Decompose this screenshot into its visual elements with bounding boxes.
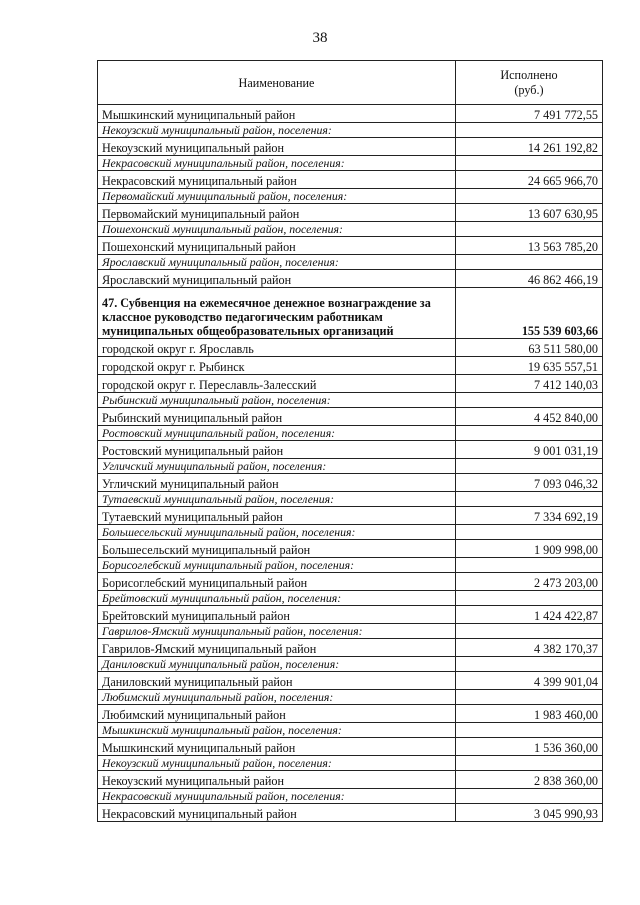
row-name: Некоузский муниципальный район, поселения: <box>98 123 456 138</box>
row-value: 63 511 580,00 <box>456 339 603 357</box>
row-name: Тутаевский муниципальный район, поселения: <box>98 492 456 507</box>
row-value <box>456 591 603 606</box>
header-value-line2: (руб.) <box>514 82 544 97</box>
row-name: Пошехонский муниципальный район <box>98 237 456 255</box>
row-name: Первомайский муниципальный район, поселения: <box>98 189 456 204</box>
row-value <box>456 690 603 705</box>
table-row <box>98 138 603 156</box>
row-name: 47. Субвенция на ежемесячное денежное вознаграждение за классное руководство педагогическим работникам муниципальных общеобразовательных организаций <box>98 288 456 339</box>
header-value-line1: Исполнено <box>500 67 558 82</box>
group-heading-row <box>98 624 603 639</box>
row-value: 1 424 422,87 <box>456 606 603 624</box>
row-name: городской округ г. Рыбинск <box>98 357 456 375</box>
table-row <box>98 441 603 459</box>
table-row <box>98 804 603 822</box>
group-heading-row <box>98 123 603 138</box>
section-total-row <box>98 288 603 339</box>
group-heading-row <box>98 723 603 738</box>
row-name: Некрасовский муниципальный район <box>98 171 456 189</box>
row-name: Гаврилов-Ямский муниципальный район, поселения: <box>98 624 456 639</box>
table-row <box>98 771 603 789</box>
row-value: 14 261 192,82 <box>456 138 603 156</box>
row-name: Некоузский муниципальный район <box>98 138 456 156</box>
table-row <box>98 171 603 189</box>
row-value <box>456 723 603 738</box>
group-heading-row <box>98 189 603 204</box>
row-name: Некрасовский муниципальный район, поселения: <box>98 789 456 804</box>
row-name: Рыбинский муниципальный район, поселения: <box>98 393 456 408</box>
row-name: Тутаевский муниципальный район <box>98 507 456 525</box>
header-value <box>456 61 603 105</box>
table-row <box>98 357 603 375</box>
row-value <box>456 459 603 474</box>
row-value: 7 412 140,03 <box>456 375 603 393</box>
row-value <box>456 189 603 204</box>
row-value: 7 093 046,32 <box>456 474 603 492</box>
row-name: Рыбинский муниципальный район <box>98 408 456 426</box>
row-name: Некоузский муниципальный район <box>98 771 456 789</box>
group-heading-row <box>98 156 603 171</box>
row-name: Ростовский муниципальный район <box>98 441 456 459</box>
row-value: 9 001 031,19 <box>456 441 603 459</box>
row-name: Любимский муниципальный район <box>98 705 456 723</box>
table-row <box>98 105 603 123</box>
row-value: 19 635 557,51 <box>456 357 603 375</box>
group-heading-row <box>98 525 603 540</box>
row-name: Брейтовский муниципальный район <box>98 606 456 624</box>
row-value <box>456 657 603 672</box>
group-heading-row <box>98 426 603 441</box>
table-row <box>98 738 603 756</box>
row-name: Брейтовский муниципальный район, поселения: <box>98 591 456 606</box>
row-value: 24 665 966,70 <box>456 171 603 189</box>
row-name: Борисоглебский муниципальный район, поселения: <box>98 558 456 573</box>
row-value: 46 862 466,19 <box>456 270 603 288</box>
row-name: Некрасовский муниципальный район, поселения: <box>98 156 456 171</box>
page-number: 38 <box>312 30 328 46</box>
row-value: 4 452 840,00 <box>456 408 603 426</box>
row-value: 13 607 630,95 <box>456 204 603 222</box>
table-row <box>98 204 603 222</box>
row-name: Ярославский муниципальный район <box>98 270 456 288</box>
row-value <box>456 222 603 237</box>
row-value <box>456 393 603 408</box>
row-value: 1 983 460,00 <box>456 705 603 723</box>
table-row <box>98 606 603 624</box>
table-row <box>98 375 603 393</box>
group-heading-row <box>98 255 603 270</box>
row-name: Большесельский муниципальный район <box>98 540 456 558</box>
row-name: Ростовский муниципальный район, поселения: <box>98 426 456 441</box>
table-row <box>98 672 603 690</box>
row-value <box>456 624 603 639</box>
group-heading-row <box>98 393 603 408</box>
table-row <box>98 705 603 723</box>
row-name: городской округ г. Ярославль <box>98 339 456 357</box>
row-name: Угличский муниципальный район, поселения: <box>98 459 456 474</box>
row-name: Некоузский муниципальный район, поселения: <box>98 756 456 771</box>
row-name: Первомайский муниципальный район <box>98 204 456 222</box>
row-name: Некрасовский муниципальный район <box>98 804 456 822</box>
row-name: Пошехонский муниципальный район, поселения: <box>98 222 456 237</box>
table-row <box>98 540 603 558</box>
group-heading-row <box>98 756 603 771</box>
row-value <box>456 789 603 804</box>
row-name: Большесельский муниципальный район, поселения: <box>98 525 456 540</box>
row-name: Даниловский муниципальный район <box>98 672 456 690</box>
group-heading-row <box>98 690 603 705</box>
row-value <box>456 756 603 771</box>
row-name: Ярославский муниципальный район, поселения: <box>98 255 456 270</box>
row-name: городской округ г. Переславль-Залесский <box>98 375 456 393</box>
table-row <box>98 339 603 357</box>
row-value: 7 491 772,55 <box>456 105 603 123</box>
row-name: Даниловский муниципальный район, поселения: <box>98 657 456 672</box>
table-row <box>98 639 603 657</box>
table-row <box>98 507 603 525</box>
group-heading-row <box>98 222 603 237</box>
row-value <box>456 156 603 171</box>
row-value <box>456 255 603 270</box>
row-name: Мышкинский муниципальный район, поселения: <box>98 723 456 738</box>
table-row <box>98 270 603 288</box>
group-heading-row <box>98 657 603 672</box>
row-name: Мышкинский муниципальный район <box>98 105 456 123</box>
row-value <box>456 426 603 441</box>
group-heading-row <box>98 789 603 804</box>
row-value: 3 045 990,93 <box>456 804 603 822</box>
row-name: Мышкинский муниципальный район <box>98 738 456 756</box>
table-row <box>98 474 603 492</box>
row-value <box>456 492 603 507</box>
group-heading-row <box>98 459 603 474</box>
row-value <box>456 558 603 573</box>
group-heading-row <box>98 558 603 573</box>
table-row <box>98 237 603 255</box>
table-header-row <box>98 61 603 105</box>
group-heading-row <box>98 591 603 606</box>
header-name: Наименование <box>98 61 456 105</box>
row-value <box>456 525 603 540</box>
row-value: 2 838 360,00 <box>456 771 603 789</box>
table-row <box>98 408 603 426</box>
budget-execution-table <box>97 60 603 822</box>
row-value: 13 563 785,20 <box>456 237 603 255</box>
row-value: 4 399 901,04 <box>456 672 603 690</box>
row-name: Любимский муниципальный район, поселения: <box>98 690 456 705</box>
row-value: 1 909 998,00 <box>456 540 603 558</box>
group-heading-row <box>98 492 603 507</box>
row-value: 4 382 170,37 <box>456 639 603 657</box>
row-name: Гаврилов-Ямский муниципальный район <box>98 639 456 657</box>
row-value: 7 334 692,19 <box>456 507 603 525</box>
row-name: Угличский муниципальный район <box>98 474 456 492</box>
row-value: 155 539 603,66 <box>456 288 603 339</box>
table-body <box>98 105 603 822</box>
row-value: 1 536 360,00 <box>456 738 603 756</box>
row-name: Борисоглебский муниципальный район <box>98 573 456 591</box>
row-value: 2 473 203,00 <box>456 573 603 591</box>
table-row <box>98 573 603 591</box>
row-value <box>456 123 603 138</box>
